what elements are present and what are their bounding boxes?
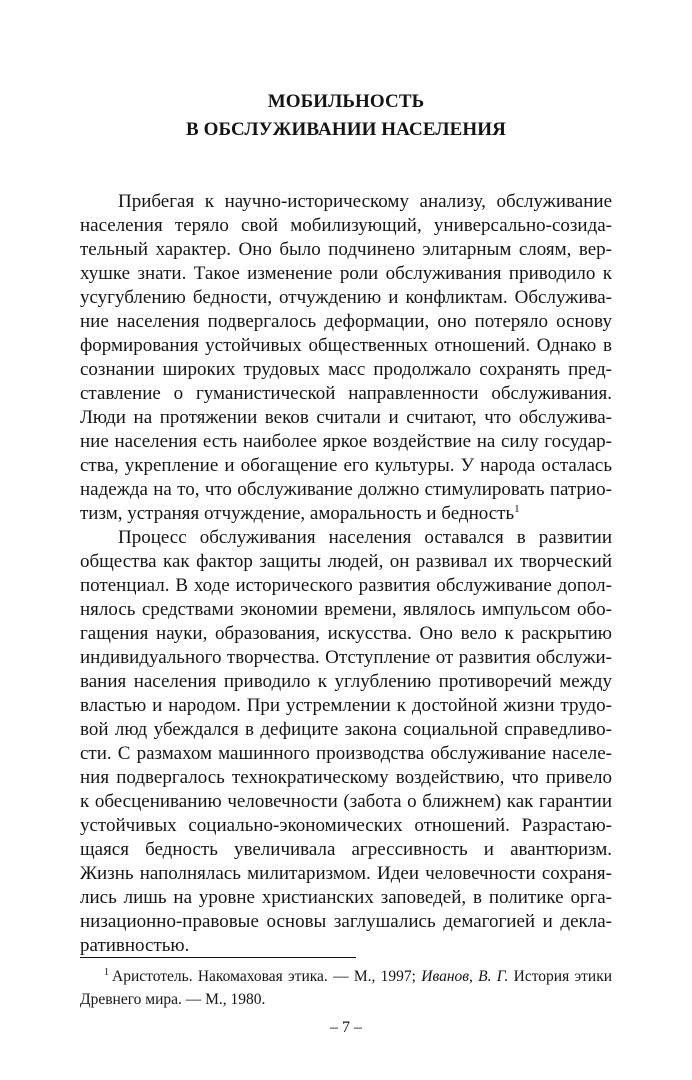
- paragraph-1-line: надежда на то, что обслуживание должно стимулировать патрио-: [80, 479, 612, 500]
- paragraph-1-line: ства, укрепление и обогащение его культуры. У народа осталась: [80, 455, 612, 476]
- paragraph-2-line: властью и народом. При устремлении к достойной жизни трудо-: [80, 695, 612, 716]
- paragraph-1-line: ние населения есть наиболее яркое воздействие на силу государ-: [80, 431, 612, 452]
- paragraph-1-line: хушке знати. Такое изменение роли обслуживания приводило к: [80, 263, 612, 284]
- paragraph-1-line: ставление о гуманистической направленности обслуживания.: [80, 383, 612, 404]
- paragraph-1-line: Люди на протяжении веков считали и считают, что обслужива-: [80, 407, 612, 428]
- paragraph-2-line: гащения науки, образования, искусства. Оно вело к раскрытию: [80, 623, 612, 644]
- paragraph-2-line: индивидуального творчества. Отступление от развития обслужи-: [80, 647, 612, 668]
- paragraph-2-line: ния подвергалось технократическому воздействию, что привело: [80, 767, 612, 788]
- chapter-title-line-2: В ОБСЛУЖИВАНИИ НАСЕЛЕНИЯ: [185, 119, 507, 140]
- paragraph-2-line: потенциал. В ходе исторического развития обслуживание допол-: [80, 575, 612, 596]
- page-number: – 7 –: [330, 1019, 362, 1036]
- paragraph-2-line: лись лишь на уровне христианских заповедей, в политике орга-: [80, 887, 612, 908]
- chapter-title-line-1: МОБИЛЬНОСТЬ: [267, 91, 425, 112]
- paragraph-2-line: к обесцениванию человечности (забота о ближнем) как гарантии: [80, 791, 612, 812]
- paragraph-2-line: вания населения приводило к углублению противоречий между: [80, 671, 612, 692]
- footnote-divider: [80, 957, 356, 958]
- paragraph-2-line: вой люд убеждался в дефиците закона социальной справедливо-: [80, 719, 612, 740]
- paragraph-2-line: щаяся бедность увеличивала агрессивность и авантюризм.: [80, 839, 612, 860]
- paragraph-1-line: тельный характер. Оно было подчинено элитарным слоям, вер-: [80, 239, 612, 260]
- footnote-reference: 1: [514, 503, 520, 515]
- footnote-author: Иванов, В. Г.: [421, 968, 509, 985]
- footnote-number: 1: [104, 967, 109, 978]
- paragraph-2-line: Процесс обслуживания населения оставался в развитии: [118, 527, 612, 548]
- paragraph-1-line: формирования устойчивых общественных отношений. Однако в: [80, 335, 612, 356]
- paragraph-2-line: Жизнь наполнялась милитаризмом. Идеи человечности сохраня-: [80, 863, 612, 884]
- paragraph-1-line: усугублению бедности, отчуждению и конфликтам. Обслужива-: [80, 287, 612, 308]
- footnote-line-1: [80, 966, 612, 988]
- paragraph-1-line: Прибегая к научно-историческому анализу, обслуживание: [118, 191, 612, 212]
- paragraph-1-line-text: тизм, устраняя отчуждение, аморальность и бедность: [80, 503, 515, 524]
- paragraph-2-line: ративностью.: [80, 935, 190, 956]
- paragraph-1-line: ние населения подвергалось деформации, оно потеряло основу: [80, 311, 612, 332]
- paragraph-1-line: населения теряло свой мобилизующий, универсально-созида-: [80, 215, 612, 236]
- paragraph-2-line: сти. С размахом машинного производства обслуживание населе-: [80, 743, 612, 764]
- paragraph-2-line: низационно-правовые основы заглушались демагогией и декла-: [80, 911, 612, 932]
- footnote-text-part-2: История этики: [513, 968, 613, 985]
- paragraph-2-line: устойчивых социально-экономических отношений. Разрастаю-: [80, 815, 612, 836]
- footnote-text-part-1: Аристотель. Накомаховая этика. — М., 1997;: [112, 968, 416, 985]
- paragraph-2-line: общества как фактор защиты людей, он развивал их творческий: [80, 551, 612, 572]
- paragraph-1-line: сознании широких трудовых масс продолжало сохранять пред-: [80, 359, 612, 380]
- paragraph-1-last-line: [80, 502, 612, 526]
- paragraph-2-line: нялось средствами экономии времени, являлось импульсом обо-: [80, 599, 612, 620]
- footnote-line-2: Древнего мира. — М., 1980.: [80, 991, 266, 1008]
